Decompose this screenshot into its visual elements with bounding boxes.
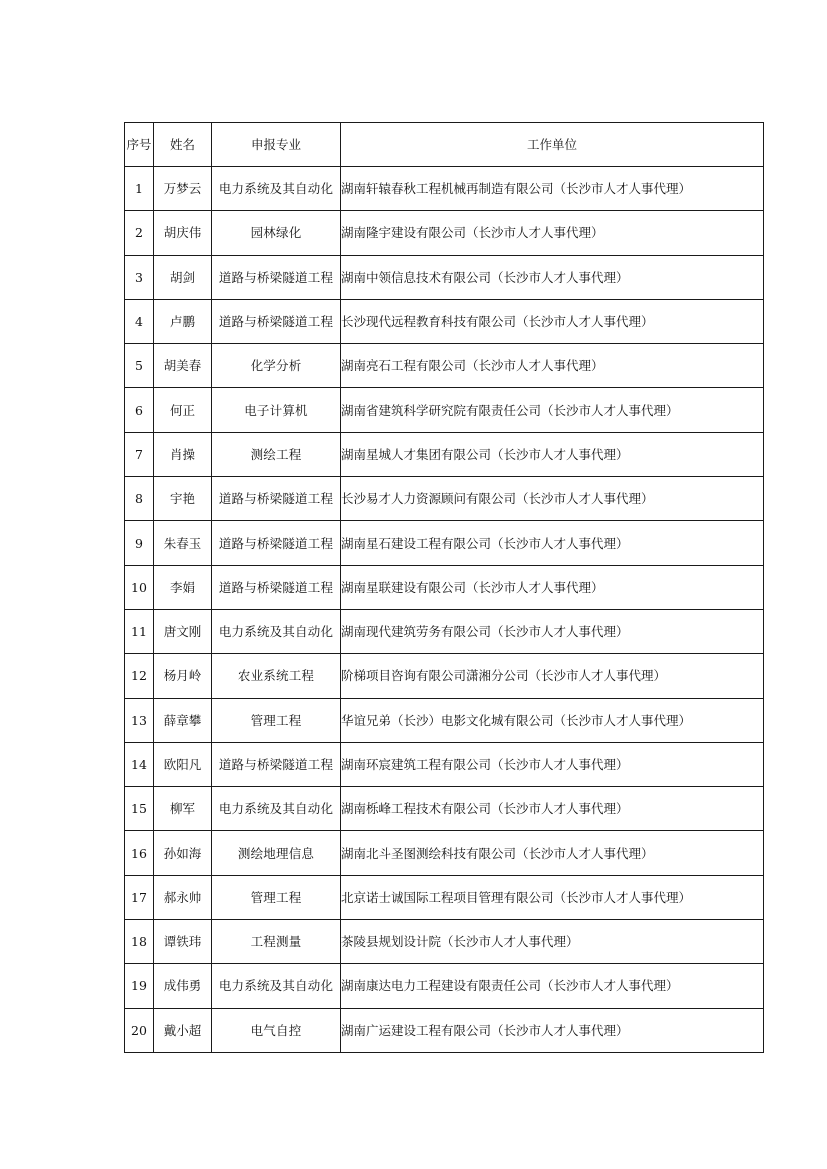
- table-row: [125, 211, 764, 255]
- table-row: [125, 521, 764, 565]
- cell-major: 道路与桥梁隧道工程: [212, 299, 341, 343]
- cell-serial-number: 19: [125, 964, 154, 1008]
- cell-work-unit: 湖南环宸建筑工程有限公司（长沙市人才人事代理）: [341, 742, 764, 786]
- cell-serial-number: 9: [125, 521, 154, 565]
- cell-serial-number: 6: [125, 388, 154, 432]
- header-row: [125, 123, 764, 167]
- cell-name: 成伟勇: [154, 964, 212, 1008]
- cell-name: 宇艳: [154, 477, 212, 521]
- header-name: 姓名: [154, 123, 212, 167]
- cell-major: 管理工程: [212, 698, 341, 742]
- cell-name: 李娟: [154, 565, 212, 609]
- cell-name: 朱春玉: [154, 521, 212, 565]
- cell-major: 道路与桥梁隧道工程: [212, 565, 341, 609]
- cell-major: 管理工程: [212, 875, 341, 919]
- cell-serial-number: 3: [125, 255, 154, 299]
- table-row: [125, 742, 764, 786]
- cell-major: 电力系统及其自动化: [212, 964, 341, 1008]
- cell-major: 电力系统及其自动化: [212, 167, 341, 211]
- table-row: [125, 920, 764, 964]
- cell-major: 电力系统及其自动化: [212, 609, 341, 653]
- cell-work-unit: 湖南北斗圣图测绘科技有限公司（长沙市人才人事代理）: [341, 831, 764, 875]
- header-major: 申报专业: [212, 123, 341, 167]
- table-row: [125, 565, 764, 609]
- cell-name: 杨月岭: [154, 654, 212, 698]
- cell-name: 卢鹏: [154, 299, 212, 343]
- cell-name: 柳军: [154, 787, 212, 831]
- table-row: [125, 698, 764, 742]
- cell-work-unit: 湖南中领信息技术有限公司（长沙市人才人事代理）: [341, 255, 764, 299]
- cell-name: 胡庆伟: [154, 211, 212, 255]
- cell-work-unit: 湖南亮石工程有限公司（长沙市人才人事代理）: [341, 344, 764, 388]
- cell-name: 何正: [154, 388, 212, 432]
- cell-major: 道路与桥梁隧道工程: [212, 742, 341, 786]
- cell-work-unit: 长沙现代远程教育科技有限公司（长沙市人才人事代理）: [341, 299, 764, 343]
- cell-serial-number: 20: [125, 1008, 154, 1052]
- cell-major: 农业系统工程: [212, 654, 341, 698]
- cell-major: 道路与桥梁隧道工程: [212, 255, 341, 299]
- cell-work-unit: 湖南星城人才集团有限公司（长沙市人才人事代理）: [341, 432, 764, 476]
- cell-major: 道路与桥梁隧道工程: [212, 521, 341, 565]
- table-row: [125, 609, 764, 653]
- cell-name: 胡剑: [154, 255, 212, 299]
- cell-serial-number: 17: [125, 875, 154, 919]
- cell-work-unit: 北京诺士诚国际工程项目管理有限公司（长沙市人才人事代理）: [341, 875, 764, 919]
- cell-serial-number: 11: [125, 609, 154, 653]
- table-row: [125, 477, 764, 521]
- cell-major: 测绘工程: [212, 432, 341, 476]
- cell-work-unit: 湖南康达电力工程建设有限责任公司（长沙市人才人事代理）: [341, 964, 764, 1008]
- cell-serial-number: 5: [125, 344, 154, 388]
- cell-serial-number: 18: [125, 920, 154, 964]
- cell-name: 欧阳凡: [154, 742, 212, 786]
- cell-serial-number: 13: [125, 698, 154, 742]
- cell-major: 电子计算机: [212, 388, 341, 432]
- table-row: [125, 831, 764, 875]
- cell-serial-number: 15: [125, 787, 154, 831]
- table-row: [125, 432, 764, 476]
- table-row: [125, 388, 764, 432]
- cell-serial-number: 16: [125, 831, 154, 875]
- cell-work-unit: 长沙易才人力资源顾问有限公司（长沙市人才人事代理）: [341, 477, 764, 521]
- cell-name: 戴小超: [154, 1008, 212, 1052]
- table-row: [125, 344, 764, 388]
- cell-work-unit: 湖南现代建筑劳务有限公司（长沙市人才人事代理）: [341, 609, 764, 653]
- cell-serial-number: 4: [125, 299, 154, 343]
- cell-name: 薛章攀: [154, 698, 212, 742]
- table-row: [125, 964, 764, 1008]
- cell-major: 工程测量: [212, 920, 341, 964]
- cell-major: 电气自控: [212, 1008, 341, 1052]
- cell-serial-number: 2: [125, 211, 154, 255]
- cell-work-unit: 湖南轩辕春秋工程机械再制造有限公司（长沙市人才人事代理）: [341, 167, 764, 211]
- cell-major: 道路与桥梁隧道工程: [212, 477, 341, 521]
- cell-name: 万梦云: [154, 167, 212, 211]
- cell-major: 园林绿化: [212, 211, 341, 255]
- cell-name: 肖操: [154, 432, 212, 476]
- cell-name: 郝永帅: [154, 875, 212, 919]
- table-header: [125, 123, 764, 167]
- cell-work-unit: 华谊兄弟（长沙）电影文化城有限公司（长沙市人才人事代理）: [341, 698, 764, 742]
- cell-serial-number: 8: [125, 477, 154, 521]
- cell-major: 电力系统及其自动化: [212, 787, 341, 831]
- header-serial-number: 序号: [125, 123, 154, 167]
- cell-name: 孙如海: [154, 831, 212, 875]
- cell-work-unit: 茶陵县规划设计院（长沙市人才人事代理）: [341, 920, 764, 964]
- cell-serial-number: 14: [125, 742, 154, 786]
- cell-name: 唐文刚: [154, 609, 212, 653]
- table-row: [125, 1008, 764, 1052]
- cell-major: 测绘地理信息: [212, 831, 341, 875]
- cell-name: 谭铁玮: [154, 920, 212, 964]
- cell-work-unit: 阶梯项目咨询有限公司潇湘分公司（长沙市人才人事代理）: [341, 654, 764, 698]
- cell-name: 胡美春: [154, 344, 212, 388]
- cell-serial-number: 1: [125, 167, 154, 211]
- cell-work-unit: 湖南广运建设工程有限公司（长沙市人才人事代理）: [341, 1008, 764, 1052]
- table-row: [125, 167, 764, 211]
- cell-serial-number: 7: [125, 432, 154, 476]
- table-row: [125, 255, 764, 299]
- applicant-table: [124, 122, 764, 1053]
- cell-work-unit: 湖南栎峰工程技术有限公司（长沙市人才人事代理）: [341, 787, 764, 831]
- cell-work-unit: 湖南星石建设工程有限公司（长沙市人才人事代理）: [341, 521, 764, 565]
- cell-work-unit: 湖南隆宇建设有限公司（长沙市人才人事代理）: [341, 211, 764, 255]
- table-row: [125, 787, 764, 831]
- table-row: [125, 299, 764, 343]
- table-row: [125, 654, 764, 698]
- header-work-unit: 工作单位: [341, 123, 764, 167]
- table-body: [125, 167, 764, 1053]
- cell-serial-number: 12: [125, 654, 154, 698]
- table-row: [125, 875, 764, 919]
- cell-serial-number: 10: [125, 565, 154, 609]
- cell-major: 化学分析: [212, 344, 341, 388]
- cell-work-unit: 湖南省建筑科学研究院有限责任公司（长沙市人才人事代理）: [341, 388, 764, 432]
- cell-work-unit: 湖南星联建设有限公司（长沙市人才人事代理）: [341, 565, 764, 609]
